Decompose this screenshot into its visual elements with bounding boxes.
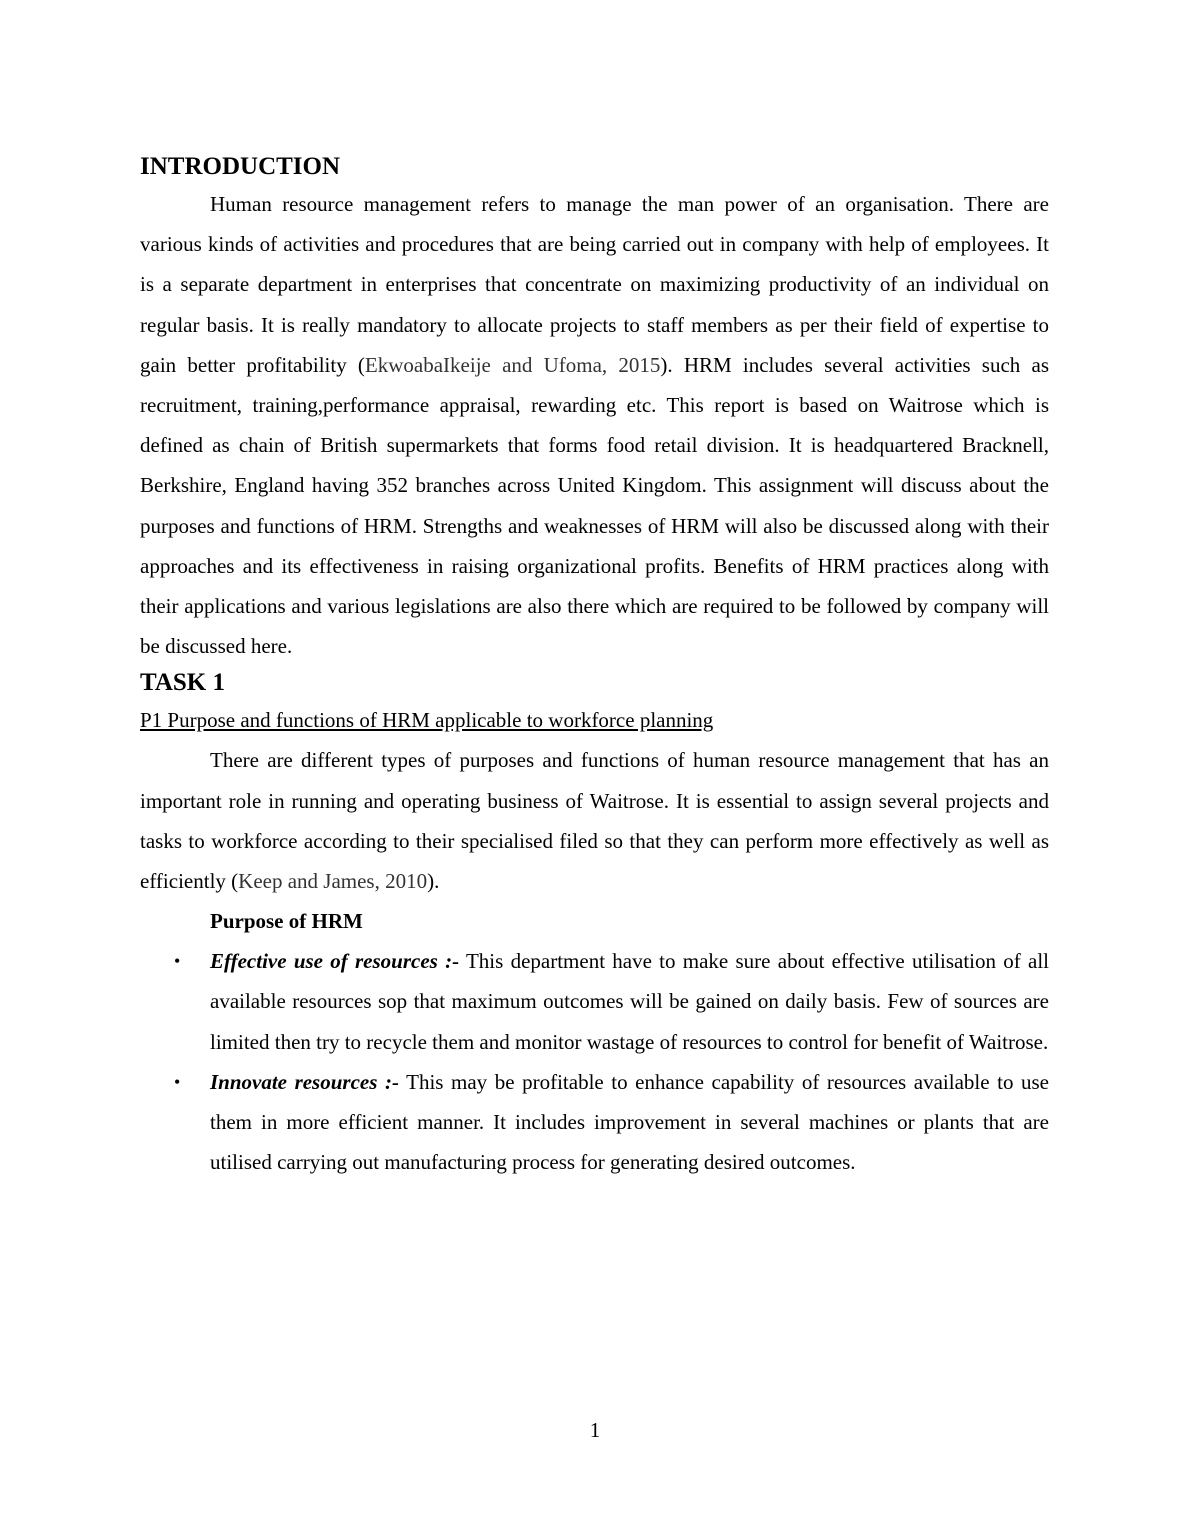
introduction-heading: INTRODUCTION xyxy=(140,153,341,180)
introduction-text-after-citation: ). HRM includes several activities such as recruitment, training,performance appraisal, rewarding etc. This report is based on Waitrose which is defined as chain of British supermarkets that forms food retail division. It is headquartered Bracknell, Berkshire, England having 352 branches across United Kingdom. This assignment will discuss about the purposes and functions of HRM. Strengths and weaknesses of HRM will also be discussed along with their approaches and its effectiveness in raising organizational profits. Benefits of HRM practices along with their applications and various legislations are also there which are required to be followed by company will be discussed here. xyxy=(140,352,1049,659)
bullet-icon: • xyxy=(174,951,181,972)
p1-subheading: P1 Purpose and functions of HRM applicable to workforce planning xyxy=(140,708,714,733)
bullet-term: Effective use of resources :- xyxy=(210,949,460,974)
task1-text-after-citation: ). xyxy=(427,869,440,894)
document-page xyxy=(140,150,1049,1182)
task1-citation: Keep and James, 2010 xyxy=(238,869,428,894)
bullet-text: This may be profitable to enhance capability of resources available to use them in more efficient manner. It includes improvement in several machines or plants that are utilised carrying out manufacturing process for generating desired outcomes. xyxy=(210,1069,1049,1175)
introduction-citation: EkwoabaIkeije and Ufoma, 2015 xyxy=(364,352,661,377)
page-number: 1 xyxy=(589,1418,601,1442)
bullet-text: This department have to make sure about effective utilisation of all available resources sop that maximum outcomes will be gained on daily basis. Few of sources are limited then try to recycle them and monitor wastage of resources to control for benefit of Waitrose. xyxy=(210,949,1049,1054)
purpose-of-hrm-title: Purpose of HRM xyxy=(210,909,363,934)
task1-paragraph xyxy=(140,740,1049,901)
task1-text-before-citation: There are different types of purposes and functions of human resource management that has an important role in running and operating business of Waitrose. It is essential to assign several projects and tasks to workforce according to their specialised filed so that they can perform more effectively as well as efficiently ( xyxy=(140,748,1049,894)
introduction-paragraph xyxy=(140,184,1049,666)
purpose-bullet-list xyxy=(140,941,1049,1182)
task1-heading: TASK 1 xyxy=(140,669,225,697)
bullet-icon: • xyxy=(174,1071,181,1092)
bullet-term: Innovate resources :- xyxy=(210,1069,399,1094)
list-item xyxy=(174,1062,1049,1183)
list-item xyxy=(174,941,1049,1062)
introduction-text-before-citation: Human resource management refers to manage the man power of an organisation. There are various kinds of activities and procedures that are being carried out in company with help of employees. It is a separate department in enterprises that concentrate on maximizing productivity of an individual on regular basis. It is really mandatory to allocate projects to staff members as per their field of expertise to gain better profitability ( xyxy=(140,192,1049,377)
